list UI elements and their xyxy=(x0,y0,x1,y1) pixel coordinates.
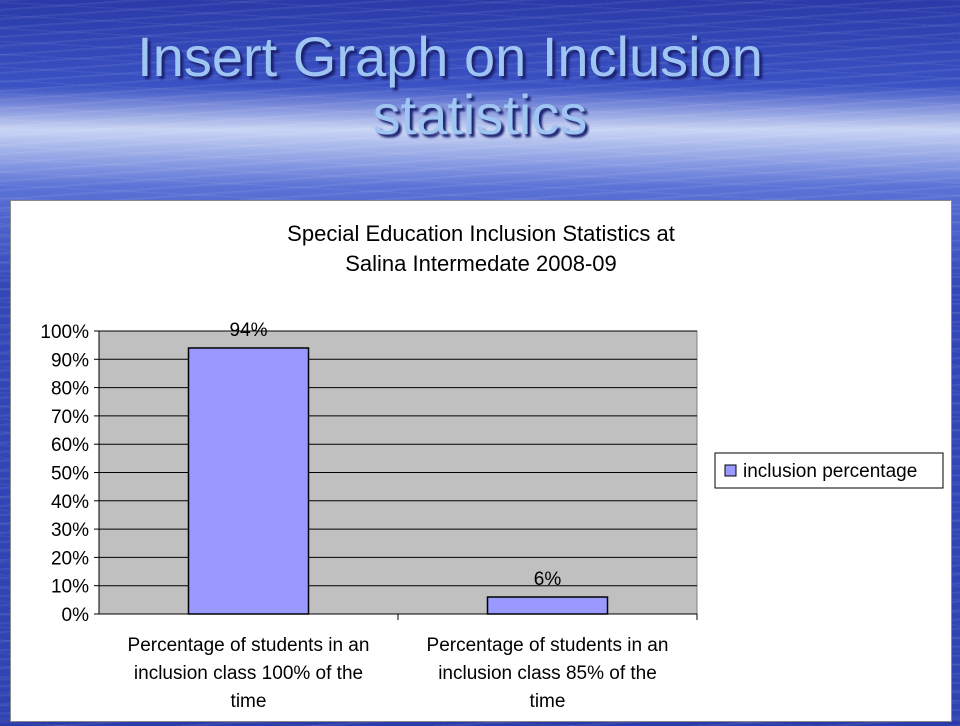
x-category-label: time xyxy=(529,691,566,712)
y-tick-label: 80% xyxy=(50,378,89,400)
y-tick-label: 60% xyxy=(50,435,89,457)
slide-title xyxy=(0,25,960,146)
y-tick-label: 30% xyxy=(50,520,89,542)
bar-data-label: 6% xyxy=(533,569,562,591)
chart-title-line: Special Education Inclusion Statistics at xyxy=(287,221,675,246)
y-tick-label: 100% xyxy=(40,322,89,343)
bar-data-label: 94% xyxy=(229,319,268,341)
slide-title-line2: statistics xyxy=(372,83,588,146)
chart-frame xyxy=(10,200,952,722)
y-tick-label: 40% xyxy=(50,491,89,513)
bar xyxy=(488,597,608,614)
y-tick-label: 50% xyxy=(50,463,89,485)
x-category-label: inclusion class 85% of the xyxy=(438,663,657,684)
y-tick-label: 10% xyxy=(50,576,89,598)
legend-swatch xyxy=(725,465,736,476)
y-tick-label: 70% xyxy=(50,406,89,428)
x-category-label: time xyxy=(230,691,267,712)
x-category-label: inclusion class 100% of the xyxy=(133,663,364,684)
bar-chart xyxy=(11,201,951,721)
slide-title-line1: Insert Graph on Inclusion xyxy=(137,25,763,88)
legend-label: inclusion percentage xyxy=(743,461,918,482)
y-tick-label: 90% xyxy=(50,350,89,372)
chart-title-line: Salina Intermedate 2008-09 xyxy=(345,251,617,276)
y-tick-label: 20% xyxy=(50,548,89,570)
x-category-label: Percentage of students in an xyxy=(127,635,370,656)
y-tick-label: 0% xyxy=(61,605,89,626)
bar xyxy=(189,348,309,614)
x-category-label: Percentage of students in an xyxy=(426,635,669,656)
